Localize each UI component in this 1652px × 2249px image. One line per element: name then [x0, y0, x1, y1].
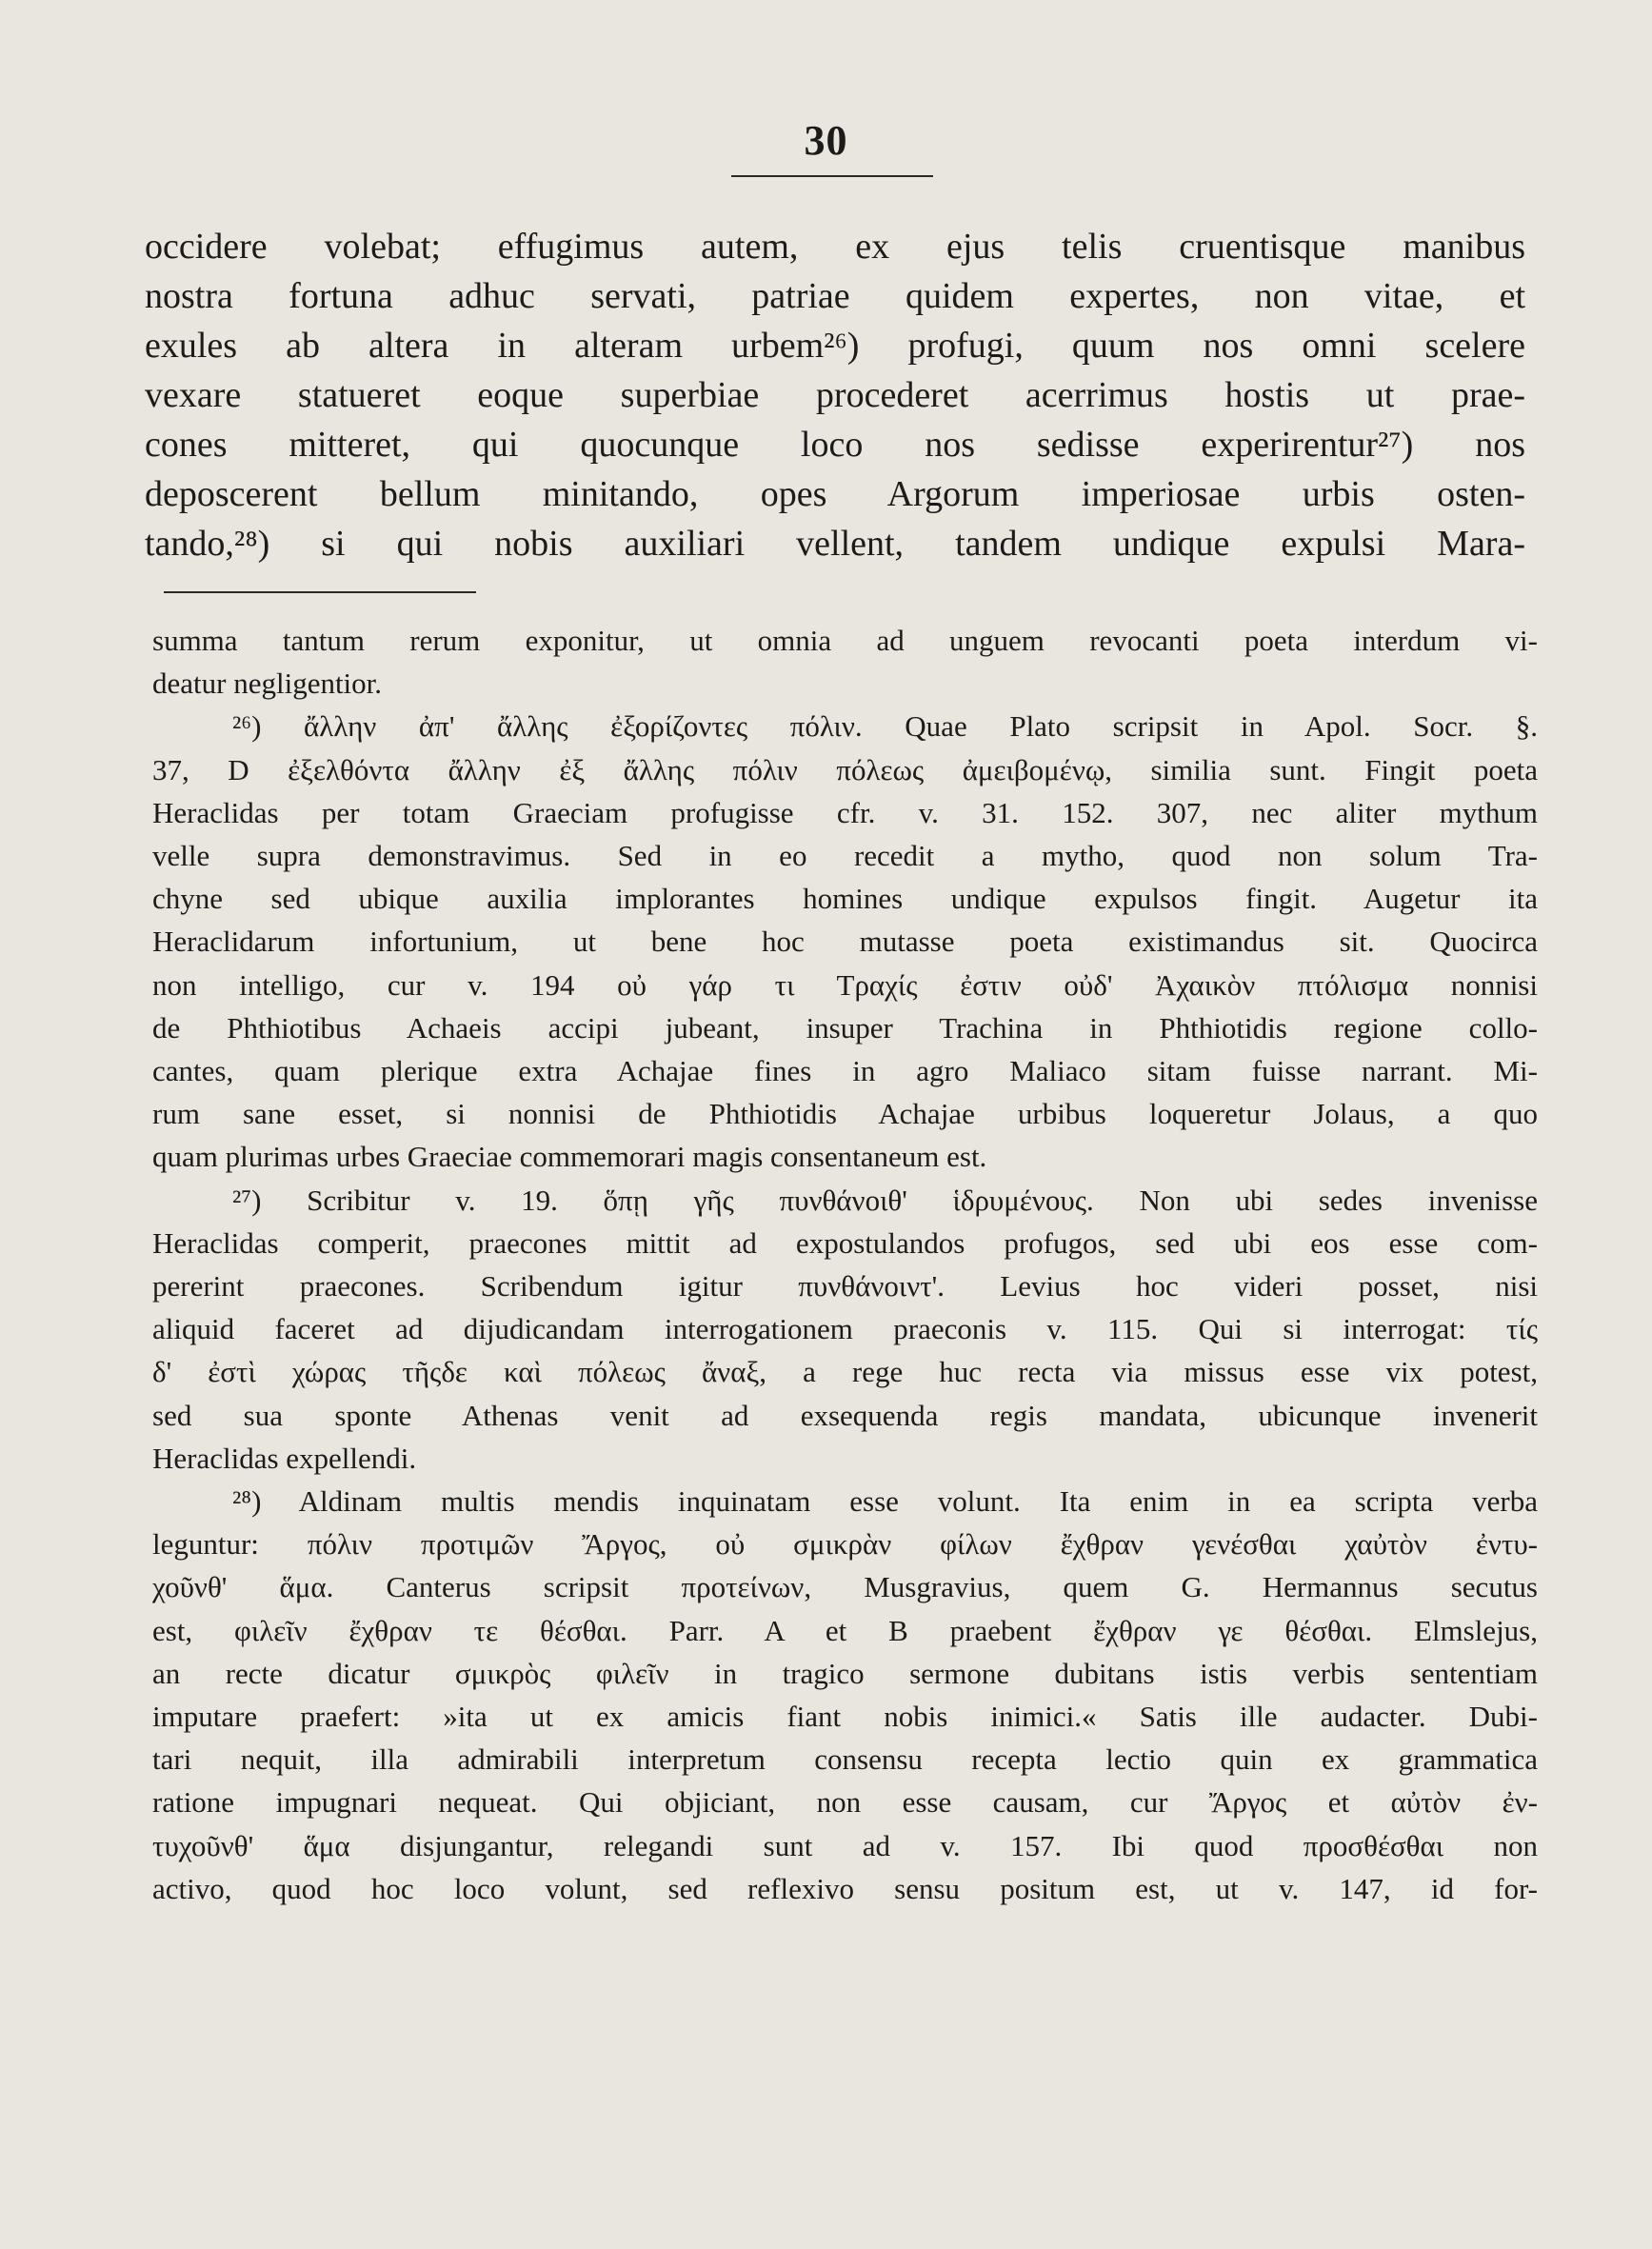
footnote-line: sed sua sponte Athenas venit ad exsequenda regis mandata, ubicunque invenerit: [152, 1398, 1538, 1432]
footnote-line: de Phthiotibus Achaeis accipi jubeant, insuper Trachina in Phthiotidis regione collo-: [152, 1010, 1538, 1045]
footnote-26-start: ²⁶) ἄλλην ἀπ' ἄλλης ἐξορίζοντες πόλιν. Quae Plato scripsit in Apol. Socr. §.: [232, 709, 1538, 744]
footnote-separator: [164, 591, 476, 593]
footnotes-block: [152, 619, 1538, 1910]
footnote-line: chyne sed ubique auxilia implorantes homines undique expulsos fingit. Augetur ita: [152, 882, 1538, 916]
page-number: 30: [804, 117, 848, 164]
footnote-line: τυχοῦνθ' ἅμα disjungantur, relegandi sunt ad v. 157. Ibi quod προσθέσθαι non: [152, 1828, 1538, 1862]
footnote-line: 37, D ἐξελθόντα ἄλλην ἐξ ἄλλης πόλιν πόλεως ἀμειβομένῳ, similia sunt. Fingit poeta: [152, 752, 1538, 786]
main-text-line: nostra fortuna adhuc servati, patriae quidem expertes, non vitae, et: [145, 276, 1525, 316]
footnote-line: non intelligo, cur v. 194 οὐ γάρ τι Τραχίς ἐστιν οὐδ' Ἀχαικὸν πτόλισμα nonnisi: [152, 967, 1538, 1002]
footnote-line: est, φιλεῖν ἔχθραν τε θέσθαι. Parr. A et B praebent ἔχθραν γε θέσθαι. Elmslejus,: [152, 1613, 1538, 1647]
footnote-line: an recte dicatur σμικρὸς φιλεῖν in tragico sermone dubitans istis verbis sententiam: [152, 1656, 1538, 1690]
footnote-line: ratione impugnari nequeat. Qui objiciant, non esse causam, cur Ἄργος et αὐτὸν ἐν-: [152, 1785, 1538, 1820]
main-text-line: occidere volebat; effugimus autem, ex ejus telis cruentisque manibus: [145, 227, 1525, 267]
footnote-line: cantes, quam plerique extra Achajae fines in agro Maliaco sitam fuisse narrant. Mi-: [152, 1054, 1538, 1088]
main-text-line: tando,²⁸) si qui nobis auxiliari vellent, tandem undique expulsi Mara-: [145, 524, 1525, 564]
main-text-line: vexare statueret eoque superbiae procederet acerrimus hostis ut prae-: [145, 375, 1525, 415]
footnote-line: Heraclidas comperit, praecones mittit ad expostulandos profugos, sed ubi eos esse com-: [152, 1225, 1538, 1260]
footnote-line: imputare praefert: »ita ut ex amicis fiant nobis inimici.« Satis ille audacter. Dubi-: [152, 1700, 1538, 1734]
main-text-line: deposcerent bellum minitando, opes Argorum imperiosae urbis osten-: [145, 474, 1525, 514]
page-number-rule: [731, 175, 933, 177]
footnote-line: pererint praecones. Scribendum igitur πυνθάνοιντ'. Levius hoc videri posset, nisi: [152, 1269, 1538, 1304]
footnote-line: activo, quod hoc loco volunt, sed reflexivo sensu positum est, ut v. 147, id for-: [152, 1871, 1538, 1905]
main-text-block: [145, 222, 1525, 568]
footnote-line: Heraclidas expellendi.: [152, 1441, 417, 1475]
footnote-27-start: ²⁷) Scribitur v. 19. ὅπῃ γῆς πυνθάνοιθ' ἱδρυμένους. Non ubi sedes invenisse: [232, 1183, 1538, 1217]
footnote-line: deatur negligentior.: [152, 667, 383, 701]
footnote-line: rum sane esset, si nonnisi de Phthiotidis Achajae urbibus loqueretur Jolaus, a quo: [152, 1097, 1538, 1131]
footnote-line: δ' ἐστὶ χώρας τῆςδε καὶ πόλεως ἄναξ, a rege huc recta via missus esse vix potest,: [152, 1355, 1538, 1389]
main-text-line: exules ab altera in alteram urbem²⁶) profugi, quum nos omni scelere: [145, 326, 1525, 366]
footnote-line: Heraclidarum infortunium, ut bene hoc mutasse poeta existimandus sit. Quocirca: [152, 925, 1538, 959]
footnote-line: summa tantum rerum exponitur, ut omnia ad unguem revocanti poeta interdum vi-: [152, 624, 1538, 657]
footnote-line: Heraclidas per totam Graeciam profugisse cfr. v. 31. 152. 307, nec aliter mythum: [152, 795, 1538, 829]
footnote-line: aliquid faceret ad dijudicandam interrogationem praeconis v. 115. Qui si interrogat: τίς: [152, 1312, 1538, 1346]
footnote-line: tari nequit, illa admirabili interpretum consensu recepta lectio quin ex grammatica: [152, 1742, 1538, 1777]
footnote-line: quam plurimas urbes Graeciae commemorari magis consentaneum est.: [152, 1140, 987, 1174]
footnote-line: velle supra demonstravimus. Sed in eo recedit a mytho, quod non solum Tra-: [152, 839, 1538, 873]
footnote-line: χοῦνθ' ἅμα. Canterus scripsit προτείνων, Musgravius, quem G. Hermannus secutus: [152, 1570, 1538, 1604]
footnote-28-start: ²⁸) Aldinam multis mendis inquinatam esse volunt. Ita enim in ea scripta verba: [232, 1484, 1538, 1519]
footnote-line: leguntur: πόλιν προτιμῶν Ἄργος, οὐ σμικρὰν φίλων ἔχθραν γενέσθαι χαὐτὸν ἐντυ-: [152, 1527, 1538, 1562]
main-text-line: cones mitteret, qui quocunque loco nos sedisse experirentur²⁷) nos: [145, 425, 1525, 465]
